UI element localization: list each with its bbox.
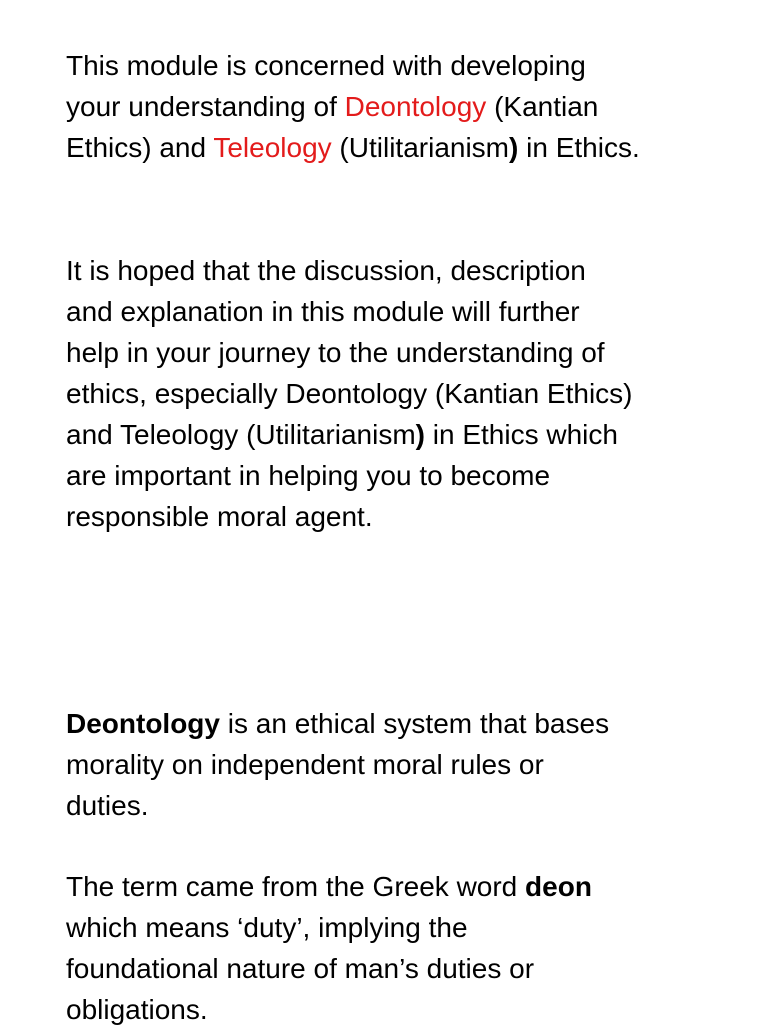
etymology-line-3: foundational nature of man’s duties or [66,953,535,984]
intro-line-1: This module is concerned with developing [66,50,586,81]
intro-text: (Kantian [486,91,599,122]
intro-text: your understanding of [66,91,345,122]
intro-line-3 [66,127,640,168]
hope-line-1: It is hoped that the discussion, description [66,255,586,286]
intro-text: in Ethics. [518,132,640,163]
etymology-line-1 [66,866,592,907]
intro-paragraph [66,45,640,168]
intro-line-2 [66,86,640,127]
intro-text: Ethics) and [66,132,214,163]
hope-text: in Ethics which [424,419,618,450]
definition-text: is an ethical system that bases [220,708,610,739]
bold-paren: ) [509,132,519,163]
definition-line-2: morality on independent moral rules or [66,749,544,780]
deontology-term: Deontology [66,708,220,739]
definition-line-3: duties. [66,790,149,821]
hope-line-3: help in your journey to the understanding of [66,337,605,368]
hope-line-4: ethics, especially Deontology (Kantian Ethics) [66,378,633,409]
definition-line-1 [66,703,609,744]
bold-paren: ) [415,419,425,450]
hope-line-6: are important in helping you to become [66,460,551,491]
deontology-highlight: Deontology [344,91,487,122]
hope-line-5 [66,414,633,455]
hope-text: and Teleology (Utilitarianism [66,419,416,450]
hope-paragraph [66,250,633,537]
intro-text: (Utilitarianism [331,132,510,163]
etymology-paragraph [66,866,592,1030]
deon-term: deon [525,871,592,902]
etymology-line-2: which means ‘duty’, implying the [66,912,468,943]
etymology-text: The term came from the Greek word [66,871,526,902]
deontology-definition-paragraph [66,703,609,826]
etymology-line-4: obligations. [66,994,208,1025]
teleology-highlight: Teleology [213,132,332,163]
hope-line-7: responsible moral agent. [66,501,373,532]
hope-line-2: and explanation in this module will further [66,296,580,327]
